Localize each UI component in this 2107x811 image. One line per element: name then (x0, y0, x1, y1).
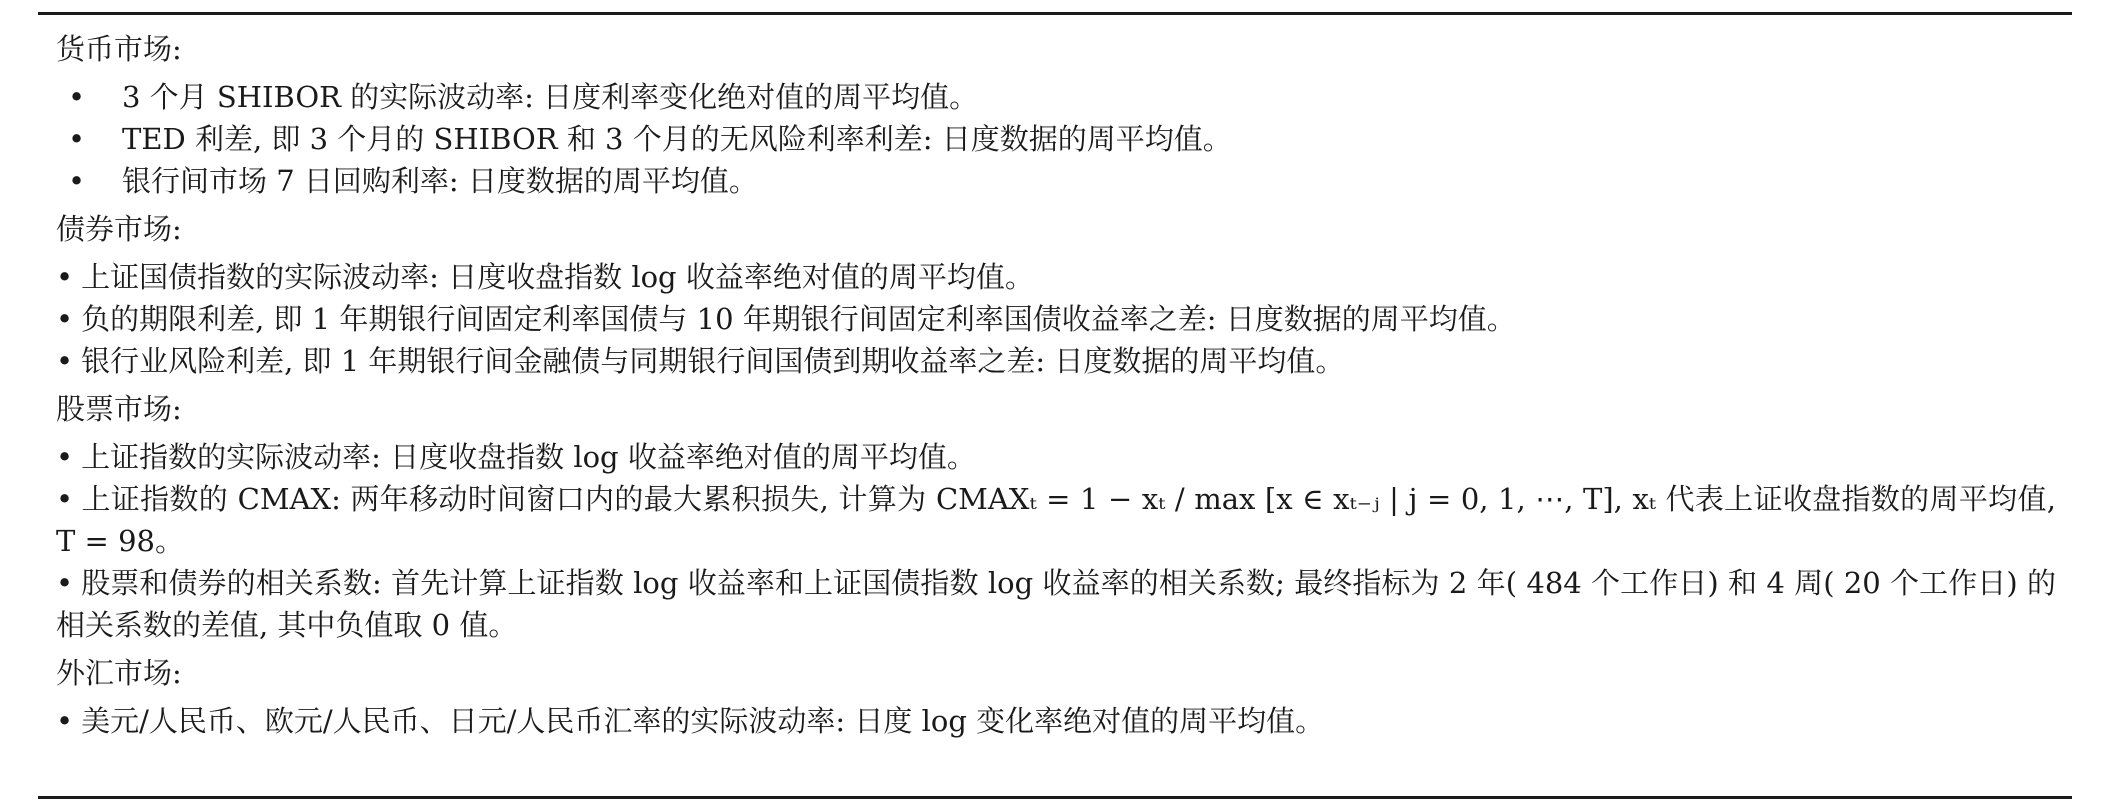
bullet-icon: • (68, 80, 86, 114)
list-item (56, 118, 2056, 160)
item-text: 股票和债券的相关系数: 首先计算上证指数 log 收益率和上证国债指数 log 收益率的相关系数; 最终指标为 2 年( 484 个工作日) 和 4 周( 20 个工作日) 的相关系数的差值, 其中负值取 0 值。 (56, 566, 2056, 642)
bullet-icon: • (56, 482, 74, 516)
item-text: 上证国债指数的实际波动率: 日度收盘指数 log 收益率绝对值的周平均值。 (81, 260, 1034, 294)
section-stock-market (56, 388, 2056, 646)
bullet-icon: • (56, 704, 74, 738)
item-text: 负的期限利差, 即 1 年期银行间固定利率国债与 10 年期银行间固定利率国债收益率之差: 日度数据的周平均值。 (81, 302, 1516, 336)
bullet-icon: • (56, 566, 74, 600)
item-text: 银行业风险利差, 即 1 年期银行间金融债与同期银行间国债到期收益率之差: 日度数据的周平均值。 (81, 344, 1345, 378)
bullet-icon: • (68, 122, 86, 156)
table-top-rule (38, 12, 2072, 15)
list-item (56, 298, 2056, 340)
item-text: 银行间市场 7 日回购利率: 日度数据的周平均值。 (122, 164, 758, 198)
table-bottom-rule (38, 796, 2072, 799)
item-text: 上证指数的实际波动率: 日度收盘指数 log 收益率绝对值的周平均值。 (81, 440, 976, 474)
bullet-icon: • (56, 344, 74, 378)
list-item (56, 700, 2056, 742)
section-heading: 股票市场: (56, 392, 182, 426)
section-bond-market (56, 208, 2056, 382)
list-item (56, 256, 2056, 298)
item-text: 上证指数的 CMAX: 两年移动时间窗口内的最大累积损失, 计算为 CMAXₜ = 1 − xₜ / max [x ∈ xₜ₋ⱼ | j = 0, 1, ⋯, T], xₜ 代表上证收盘指数的周平均值, T = 98。 (56, 482, 2056, 558)
section-heading: 债券市场: (56, 212, 182, 246)
bullet-icon: • (56, 440, 74, 474)
list-item (56, 160, 2056, 202)
bullet-icon: • (56, 260, 74, 294)
indicator-list (56, 28, 2056, 742)
item-text: TED 利差, 即 3 个月的 SHIBOR 和 3 个月的无风险利率利差: 日度数据的周平均值。 (122, 122, 1232, 156)
item-text: 美元/人民币、欧元/人民币、日元/人民币汇率的实际波动率: 日度 log 变化率绝对值的周平均值。 (81, 704, 1325, 738)
section-heading: 货币市场: (56, 32, 182, 66)
list-item (56, 436, 2056, 478)
bullet-icon: • (68, 164, 86, 198)
section-fx-market (56, 652, 2056, 742)
list-item (56, 76, 2056, 118)
item-text: 3 个月 SHIBOR 的实际波动率: 日度利率变化绝对值的周平均值。 (122, 80, 979, 114)
list-item (56, 340, 2056, 382)
section-heading: 外汇市场: (56, 656, 182, 690)
section-money-market (56, 28, 2056, 202)
list-item (56, 478, 2056, 562)
bullet-icon: • (56, 302, 74, 336)
list-item (56, 562, 2056, 646)
